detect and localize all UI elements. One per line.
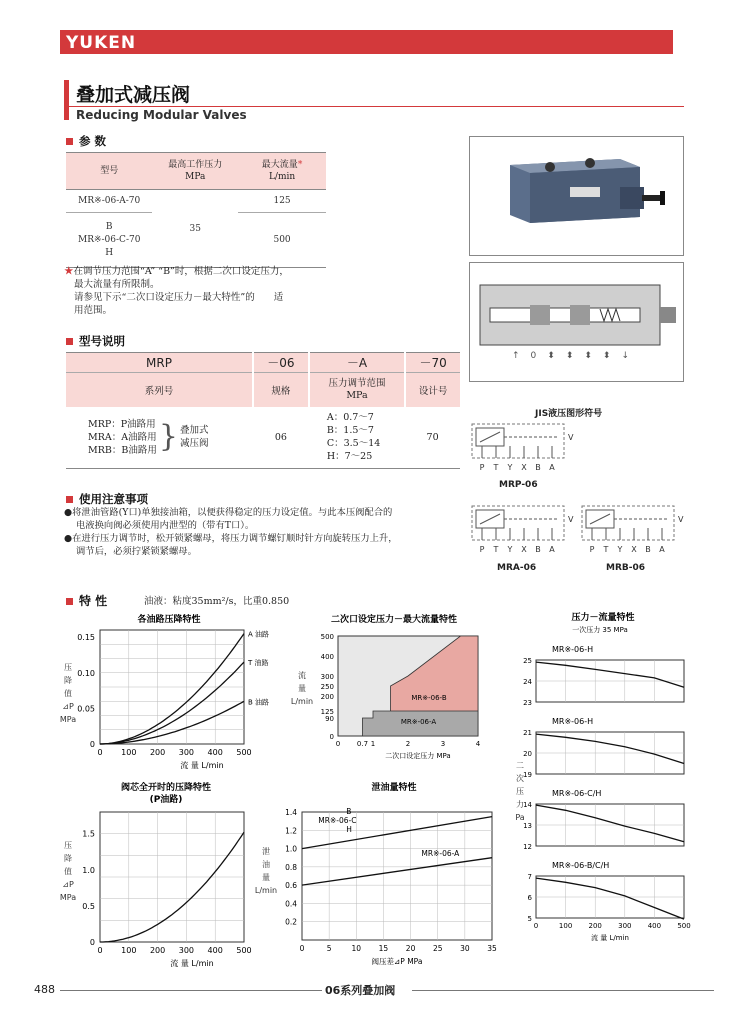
ylabel-char: ⊿P <box>62 702 74 711</box>
y-tick: 0.05 <box>77 704 95 714</box>
chart-svg <box>54 610 270 770</box>
th-flow <box>238 153 326 190</box>
x-tick: 3 <box>440 740 446 748</box>
sub-design: 设计号 <box>405 373 460 407</box>
title-accent <box>64 80 69 120</box>
chart-svg <box>508 608 698 963</box>
model-heading: 型号说明 <box>66 333 125 349</box>
chart-max-flow <box>284 610 494 770</box>
jis-port-label: X <box>631 545 637 554</box>
x-tick: 30 <box>460 944 470 953</box>
footer-title: 06系列叠加阀 <box>325 984 396 997</box>
x-tick: 2 <box>405 740 411 748</box>
design-cell: 70 <box>405 407 460 469</box>
range-c: C：3.5～14 <box>326 438 381 450</box>
sec-lbl-3: ⬍ <box>565 351 574 361</box>
row-pressure: 35 <box>152 190 238 268</box>
footer-rule-left <box>60 990 322 991</box>
params-note <box>64 265 344 317</box>
th-flow-unit: L/min <box>268 172 296 182</box>
series-line <box>302 858 492 885</box>
row1-flow: 125 <box>238 190 326 213</box>
x-tick: 1 <box>370 740 376 748</box>
ylabel-char: 量 <box>262 873 270 882</box>
x-tick: 400 <box>207 946 223 955</box>
size-cell: 06 <box>253 407 309 469</box>
row1-model: MR※-06-A-70 <box>66 190 152 213</box>
y-tick: 21 <box>523 729 532 737</box>
series-line <box>536 734 684 763</box>
chart-title: 泄油量特性 <box>371 783 417 793</box>
th-pressure: 最高工作压力 MPa <box>152 153 238 190</box>
chart-svg <box>54 778 264 968</box>
char-fluid: 油液：粘度35mm²/s，比重0.850 <box>144 596 290 607</box>
range-a: A：0.7～7 <box>326 412 374 424</box>
jis-port-label: X <box>521 463 527 472</box>
ylabel-char: 油 <box>262 860 270 869</box>
x-tick: 35 <box>487 944 497 953</box>
note-line-1: 在调节压力范围“A” “B”时，根据二次口设定压力， <box>73 266 289 277</box>
jis-arrow <box>480 432 500 442</box>
char-heading: 特 性 <box>66 592 107 609</box>
y-tick: 5 <box>527 915 532 923</box>
jis-port-label: X <box>521 545 527 554</box>
jis-port-label: Y <box>617 545 623 554</box>
series-label: T 油路 <box>248 659 269 668</box>
series-group-1: 叠加式 <box>179 425 209 437</box>
jis-port-label: P <box>589 545 595 554</box>
x-label: 流 量 L/min <box>180 761 224 770</box>
x-tick: 0 <box>97 946 103 955</box>
code-design: －70 <box>405 353 460 373</box>
jis-port-label: T <box>603 545 609 554</box>
series-line <box>100 662 244 744</box>
y-tick: 0.8 <box>285 862 297 872</box>
code-range: －A <box>309 353 405 373</box>
chart-title: 阀芯全开时的压降特性 <box>120 783 212 793</box>
chart-svg <box>576 502 686 558</box>
y-tick: 0.10 <box>77 668 95 678</box>
ylabel-char: ⊿P <box>62 880 74 889</box>
series-label: B 油路 <box>248 698 270 707</box>
y-tick: 1.2 <box>285 826 297 836</box>
series-cell <box>66 407 253 469</box>
x-label: 流 量 L/min <box>591 934 629 942</box>
jis-port-label: B <box>645 545 651 554</box>
x-tick: 400 <box>207 748 223 757</box>
x-tick: 0.7 <box>356 740 369 748</box>
ylabel-char: 量 <box>298 684 306 693</box>
jis-label-mrb: MRB-06 <box>606 563 646 573</box>
section-drawing <box>469 262 684 382</box>
x-tick: 300 <box>618 922 632 930</box>
y-tick: 125 <box>320 708 334 716</box>
x-tick: 500 <box>236 748 252 757</box>
jis-outline <box>582 506 674 540</box>
series-a: MRA：A油路用 <box>88 431 157 443</box>
jis-port-label: A <box>659 545 665 554</box>
series-line <box>536 805 684 842</box>
chart-svg <box>466 420 576 476</box>
x-label: 阀压差⊿P MPa <box>371 957 423 966</box>
chart-full-open <box>54 778 264 968</box>
jis-port-label: T <box>493 545 499 554</box>
x-tick: 500 <box>236 946 252 955</box>
jis-port-label: P <box>479 545 485 554</box>
note-line-4: 用范围。 <box>74 305 113 316</box>
ylabel-char: MPa <box>59 893 77 902</box>
brace-icon: } <box>158 419 178 455</box>
sub-series: 系列号 <box>66 373 253 407</box>
usage-notes <box>64 506 464 558</box>
x-tick: 4 <box>475 740 481 748</box>
plot-frame <box>302 812 492 940</box>
params-heading: 参 数 <box>66 133 106 149</box>
usage-line-1: ●将泄油管路(Y口)单独接油箱，以便获得稳定的压力设定值。与此本压阀配合的 <box>64 507 393 518</box>
code-series: MRP <box>66 353 253 373</box>
y-tick: 0.4 <box>285 899 297 909</box>
section-port-labels <box>512 351 629 361</box>
x-tick: 0 <box>299 944 305 953</box>
jis-arrow <box>480 514 500 524</box>
th-flow-label: 最大流量 <box>261 160 298 170</box>
x-label: 流 量 L/min <box>170 959 214 968</box>
valve-photo-icon <box>470 137 683 255</box>
panel-label: MR※-06-H <box>552 645 594 654</box>
x-tick: 200 <box>149 946 166 955</box>
chart-title: 压力－流量特性 <box>571 613 635 623</box>
chart-title-2: (P油路) <box>149 795 183 805</box>
jis-outline <box>472 506 564 540</box>
y-tick: 1.0 <box>285 844 297 854</box>
x-label: 二次口设定压力 MPa <box>385 752 451 760</box>
ylabel-char: 泄 <box>262 847 270 856</box>
jis-port-label: B <box>535 545 541 554</box>
series-line <box>536 878 684 919</box>
jis-port-label: P <box>479 463 485 472</box>
jis-title: JIS液压图形符号 <box>535 409 603 419</box>
th-flow-star: * <box>297 160 303 170</box>
ylabel-char: 值 <box>64 867 72 876</box>
jis-symbol-mrb <box>576 502 686 562</box>
ylabel-char: 力 <box>516 800 524 809</box>
chart-svg <box>254 778 504 968</box>
ylabel-char: 二 <box>516 761 524 770</box>
sec-lbl-0: ↑ <box>512 351 520 361</box>
jis-arrow <box>590 514 610 524</box>
page-title: 叠加式减压阀 <box>76 84 191 106</box>
series-label: H <box>346 824 352 834</box>
x-tick: 300 <box>178 748 195 757</box>
jis-v-label: V <box>568 515 574 524</box>
usage-heading: 使用注意事项 <box>66 491 148 507</box>
panel-label: MR※-06-C/H <box>552 789 602 798</box>
y-tick: 500 <box>320 633 334 641</box>
y-tick: 24 <box>523 678 532 686</box>
y-tick: 0.6 <box>285 881 297 891</box>
x-tick: 500 <box>677 922 691 930</box>
sec-lbl-5: ⬍ <box>602 351 611 361</box>
x-tick: 0 <box>97 748 103 757</box>
ylabel-char: 降 <box>64 676 72 685</box>
jis-v-label: V <box>568 433 574 442</box>
x-tick: 20 <box>405 944 416 953</box>
y-tick: 23 <box>523 699 532 707</box>
ylabel-char: L/min <box>290 697 314 706</box>
series-line <box>100 634 244 744</box>
x-tick: 15 <box>378 944 389 953</box>
x-tick: 100 <box>121 946 137 955</box>
sec-lbl-1: 0 <box>530 351 537 361</box>
y-tick: 7 <box>527 873 532 881</box>
brand-logo: YUKEN <box>66 33 137 53</box>
note-star: ★ <box>64 266 74 277</box>
jis-port-label: Y <box>507 463 513 472</box>
x-tick: 5 <box>326 944 332 953</box>
sub-size: 规格 <box>253 373 309 407</box>
usage-line-2: 电液换向阀必须使用内泄型的（带有T口）。 <box>76 520 255 531</box>
ylabel-char: 降 <box>64 854 72 863</box>
x-tick: 200 <box>149 748 166 757</box>
jis-label-mra: MRA-06 <box>497 563 537 573</box>
jis-symbol-mrp <box>466 420 576 480</box>
x-tick: 25 <box>432 944 443 953</box>
ylabel-char: Pa <box>515 813 525 822</box>
chart-svg <box>466 502 576 558</box>
jis-port-label: B <box>535 463 541 472</box>
y-tick: 0.15 <box>77 633 95 643</box>
series-label: B <box>346 806 352 816</box>
valve-section-icon <box>470 263 683 381</box>
y-tick: 0 <box>89 938 95 947</box>
y-tick: 0 <box>89 740 95 749</box>
page-number: 488 <box>34 983 55 996</box>
y-tick: 6 <box>527 894 532 902</box>
x-tick: 200 <box>588 922 602 930</box>
series-p: MRP：P油路用 <box>88 418 156 430</box>
x-tick: 100 <box>558 922 573 930</box>
note-line-3: 请参见下示“二次口设定压力－最大特性”的 适 <box>74 292 284 303</box>
series-group-2: 减压阀 <box>179 438 209 450</box>
jis-outline <box>472 424 564 458</box>
y-tick: 300 <box>320 673 334 681</box>
brand-bar <box>60 30 673 54</box>
sub-range: 压力调节范围 MPa <box>309 373 405 407</box>
panel-label: MR※-06-B/C/H <box>552 861 610 870</box>
series-label: MR※-06-C <box>318 815 357 825</box>
chart-drain <box>254 778 504 968</box>
y-tick: 14 <box>523 801 532 809</box>
ylabel-char: 压 <box>516 787 524 796</box>
ylabel-char: 压 <box>64 841 72 850</box>
y-tick: 19 <box>523 771 532 779</box>
y-tick: 1.0 <box>82 865 95 875</box>
y-tick: 200 <box>320 693 334 701</box>
chart-svg <box>284 610 494 770</box>
usage-line-3: ●在进行压力调节时，松开锁紧螺母，将压力调节螺钉顺时针方向旋转压力上升， <box>64 533 398 544</box>
sec-lbl-2: ⬍ <box>547 351 555 361</box>
code-size: －06 <box>253 353 309 373</box>
y-tick: 12 <box>523 843 532 851</box>
th-model: 型号 <box>66 153 152 190</box>
y-tick: 20 <box>523 750 532 758</box>
y-tick: 0.5 <box>82 901 95 911</box>
model-table <box>66 352 460 469</box>
jis-port-label: Y <box>507 545 513 554</box>
y-tick: 0.2 <box>285 917 297 927</box>
sec-lbl-6: ↓ <box>621 351 630 361</box>
jis-symbol-mra <box>466 502 576 562</box>
footer-rule-right <box>412 990 714 991</box>
range-b: B：1.5～7 <box>326 425 374 437</box>
x-tick: 300 <box>178 946 195 955</box>
chart-title: 二次口设定压力－最大流量特性 <box>330 615 458 625</box>
panel-label: MR※-06-H <box>552 717 594 726</box>
range-h: H：7～25 <box>326 451 373 463</box>
jis-port-label: A <box>549 463 555 472</box>
x-tick: 100 <box>121 748 137 757</box>
series-label: MR※-06-A <box>421 848 460 858</box>
y-tick: 13 <box>523 822 532 830</box>
chart-pressure-flow <box>508 608 698 963</box>
series-b: MRB：B油路用 <box>88 444 157 456</box>
range-cell <box>309 407 405 469</box>
note-line-2: 最大流量有所限制。 <box>74 279 160 290</box>
jis-v-label: V <box>678 515 684 524</box>
jis-port-label: A <box>549 545 555 554</box>
y-tick: 1.5 <box>82 829 95 839</box>
ylabel-char: MPa <box>59 715 77 724</box>
y-tick: 0 <box>329 733 334 741</box>
jis-port-label: T <box>493 463 499 472</box>
y-tick: 1.4 <box>285 808 297 817</box>
sec-lbl-4: ⬍ <box>584 351 592 361</box>
series-line <box>536 662 684 687</box>
y-tick: 400 <box>320 653 334 661</box>
params-table <box>66 152 326 268</box>
jis-label-mrp: MRP-06 <box>499 480 538 490</box>
series-label: MR※-06-A <box>400 718 437 726</box>
usage-line-4: 调节后，必须拧紧锁紧螺母。 <box>76 546 197 557</box>
chart-subtitle: 一次压力 35 MPa <box>572 626 628 634</box>
ylabel-char: L/min <box>254 886 278 895</box>
product-photo <box>469 136 684 256</box>
y-tick: 25 <box>523 657 532 665</box>
ylabel-char: 流 <box>298 671 306 680</box>
series-label: MR※-06-B <box>411 694 447 702</box>
ylabel-char: 次 <box>516 774 524 783</box>
y-tick: 90 <box>325 715 334 723</box>
x-tick: 0 <box>533 922 539 930</box>
ylabel-char: 值 <box>64 689 72 698</box>
ylabel-char: 压 <box>64 663 72 672</box>
series-label: A 油路 <box>248 630 270 639</box>
x-tick: 0 <box>335 740 341 748</box>
chart-pressure-drop <box>54 610 270 770</box>
y-tick: 250 <box>320 683 334 691</box>
chart-title: 各油路压降特性 <box>137 615 201 625</box>
x-tick: 400 <box>647 922 662 930</box>
x-tick: 10 <box>351 944 362 953</box>
page-subtitle: Reducing Modular Valves <box>76 108 247 122</box>
row2-flow: 500 <box>238 213 326 268</box>
row2-model: B MR※-06-C-70 H <box>66 213 152 268</box>
series-line <box>100 832 244 942</box>
title-rule <box>64 106 684 107</box>
